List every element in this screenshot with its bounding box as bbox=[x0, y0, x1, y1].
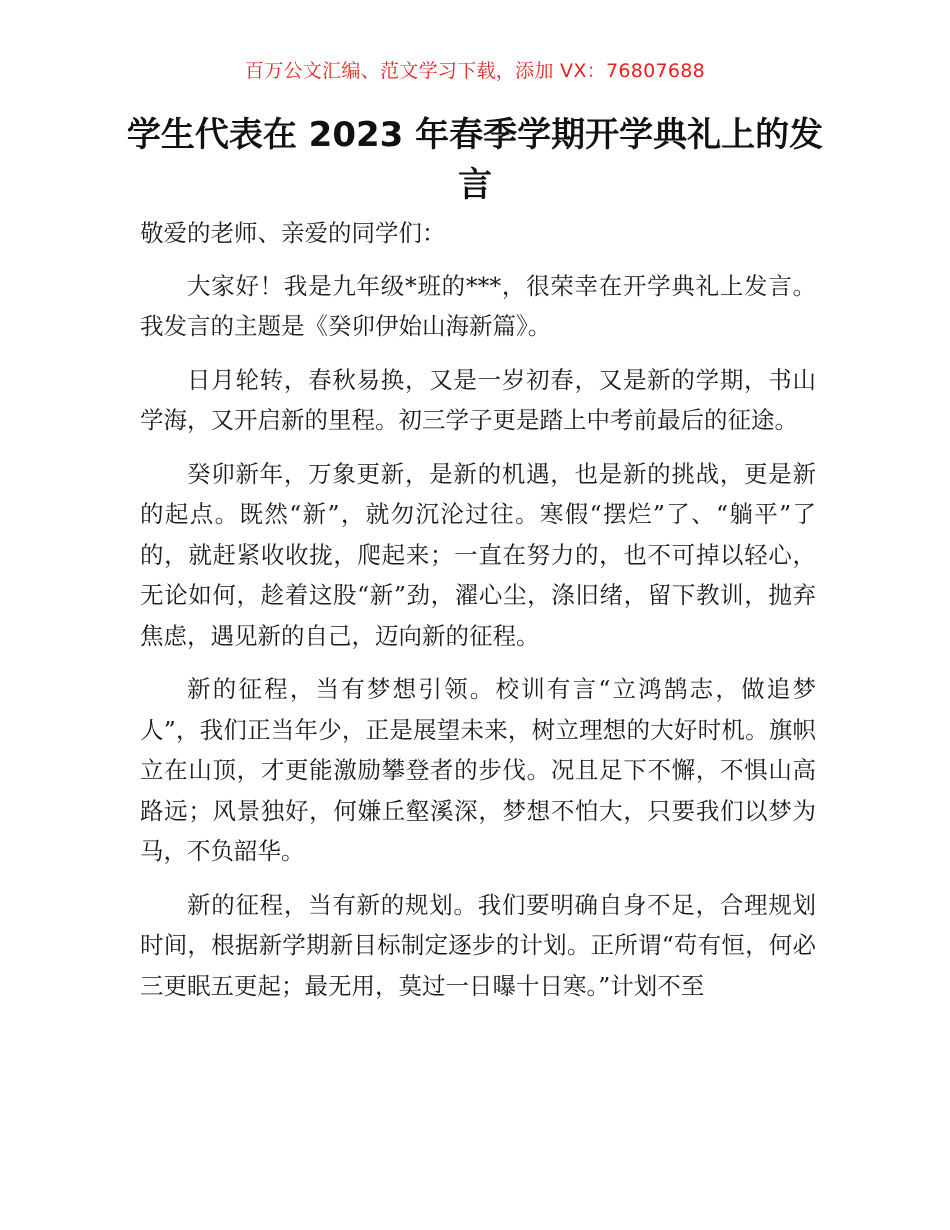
page-title: 学生代表在 2023 年春季学期开学典礼上的发言 bbox=[126, 115, 824, 205]
salutation: 敬爱的老师、亲爱的同学们： bbox=[140, 219, 446, 247]
paragraph-1: 大家好！我是九年级*班的***，很荣幸在开学典礼上发言。我发言的主题是《癸卯伊始山海新篇》。 bbox=[140, 271, 816, 340]
paragraph-3: 癸卯新年，万象更新，是新的机遇，也是新的挑战，更是新的起点。既然“新”，就勿沉沦过往。寒假“摆烂”了、“躺平”了的，就赶紧收收拢，爬起来；一直在努力的，也不可掉以轻心，无论如何，趁着这股“新”劲，濯心尘，涤旧绪，留下教训，抛弃焦虑，遇见新的自己，迈向新的征程。 bbox=[140, 459, 816, 650]
paragraph-2: 日月轮转，春秋易换，又是一岁初春，又是新的学期，书山学海，又开启新的里程。初三学子更是踏上中考前最后的征途。 bbox=[140, 365, 816, 434]
document-body bbox=[140, 213, 816, 1019]
paragraph-4: 新的征程，当有梦想引领。校训有言“立鸿鹄志，做追梦人”，我们正当年少，正是展望未来，树立理想的大好时机。旗帜立在山顶，才更能激励攀登者的步伐。况且足下不懈，不惧山高路远；风景独好，何嫌丘壑溪深，梦想不怕大，只要我们以梦为马，不负韶华。 bbox=[140, 675, 816, 865]
header-banner: 百万公文汇编、范文学习下载，添加 VX：76807688 bbox=[244, 60, 706, 82]
paragraph-5: 新的征程，当有新的规划。我们要明确自身不足，合理规划时间，根据新学期新目标制定逐步的计划。正所谓“苟有恒，何必三更眠五更起；最无用，莫过一日曝十日寒。”计划不至 bbox=[140, 890, 816, 1000]
